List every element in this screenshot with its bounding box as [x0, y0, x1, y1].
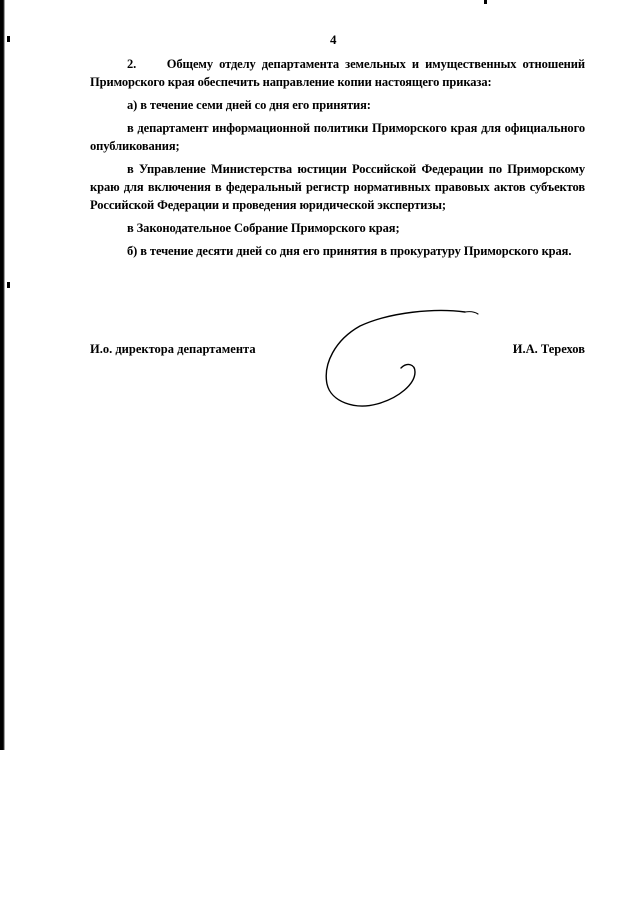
paragraph-item-2: 2. Общему отделу департамента земельных и имущественных отношений Приморского края обеспечить направление копии настоящего приказа: [90, 57, 585, 89]
paragraph-info-policy: в департамент информационной политики Приморского края для официального опубликования; [90, 121, 585, 153]
signatory-role: И.о. директора департамента [90, 342, 256, 356]
scan-left-edge [0, 0, 5, 750]
scan-top-mark [484, 0, 487, 4]
paragraph-sub-a: а) в течение семи дней со дня его принятия: [127, 98, 371, 112]
scan-speck [7, 282, 10, 288]
document-body [90, 55, 585, 260]
scan-speck [7, 36, 10, 42]
handwritten-signature [315, 296, 480, 416]
paragraph-justice-ministry: в Управление Министерства юстиции Российской Федерации по Приморскому краю для включения в федеральный регистр нормативных правовых актов субъектов Российской Федерации и проведения юридической экспертизы; [90, 162, 585, 212]
paragraph-legislative-assembly: в Законодательное Собрание Приморского края; [127, 221, 400, 235]
signatory-name: И.А. Терехов [512, 342, 585, 356]
paragraph-sub-b: б) в течение десяти дней со дня его принятия в прокуратуру Приморского края. [127, 244, 572, 258]
page-number: 4 [330, 32, 337, 47]
